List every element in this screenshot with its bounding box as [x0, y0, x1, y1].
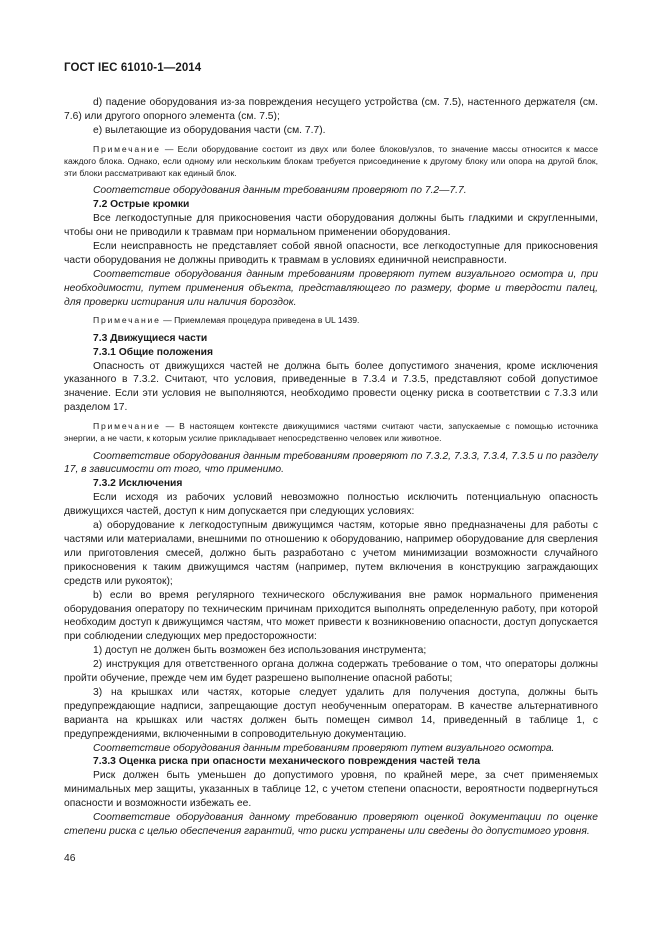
page-body — [64, 96, 598, 839]
section-heading: 7.3.1 Общие положения — [93, 346, 213, 358]
note — [64, 420, 598, 444]
compliance-statement: Соответствие оборудования данным требованиям проверяют путем визуального осмотра и, при необходимости, путем применения объекта, представляющего по размеру, форме и твердости палец, для проверки истирания или наличия бороздок. — [64, 268, 598, 308]
section-heading: 7.2 Острые кромки — [93, 199, 190, 211]
page-number: 46 — [64, 853, 76, 864]
compliance-statement: Соответствие оборудования данному требованию проверяют оценкой документации по оценке степени риска с целью обеспечения гарантий, что риски устранены или сведены до допустимого уровня. — [64, 812, 598, 837]
document-header: ГОСТ IEC 61010-1—2014 — [64, 62, 202, 74]
paragraph: a) оборудование к легкодоступным движущимся частям, которые явно предназначены для работы с частями или материалами, внешними по отношению к оборудованию, например оборудование для сверления или приготовления смесей, должно быть разработано с учетом минимизации возможности случайного прикосновения к таким движущимся частям (например, путем включения в конструкцию заграждающих средств или рукояток); — [64, 520, 598, 587]
section-heading: 7.3.2 Исключения — [93, 478, 183, 490]
note — [64, 143, 598, 180]
note-label: Примечание — [93, 315, 161, 326]
compliance-statement: Соответствие оборудования данным требованиям проверяют по 7.2—7.7. — [93, 185, 467, 197]
paragraph: e) вылетающие из оборудования части (см. 7.7). — [93, 124, 326, 136]
compliance-statement: Соответствие оборудования данным требованиям проверяют по 7.3.2, 7.3.3, 7.3.4, 7.3.5 и по разделу 17, в зависимости от того, что применимо. — [64, 450, 598, 476]
note-text: — Приемлемая процедура приведена в UL 1439. — [163, 315, 360, 326]
paragraph: Опасность от движущихся частей не должна быть более допустимого значения, кроме исключения указанного в 7.3.2. Считают, что условия, приведенные в 7.3.4 и 7.3.5, представляют собой допустимое значение. Если эти условия не выполняются, необходимо провести оценку риска в соответствии с 7.3.3 или разделом 17. — [64, 360, 598, 414]
compliance-statement: Соответствие оборудования данным требованиям проверяют путем визуального осмотра. — [93, 742, 555, 754]
paragraph: Риск должен быть уменьшен до допустимого уровня, по крайней мере, за счет применяемых минимальных мер защиты, указанных в таблице 12, с учетом степени опасности, вероятности подвергнуться опасности и возможности избежать ее. — [64, 770, 598, 810]
paragraph: Если исходя из рабочих условий невозможно полностью исключить потенциальную опасность движущихся частей, доступ к ним допускается при следующих условиях: — [64, 492, 598, 518]
note-label: Примечание — [93, 143, 161, 154]
paragraph: 2) инструкция для ответственного органа должна содержать требование о том, что операторы должны пройти обучение, прежде чем им будет разрешено выполнение опасной работы; — [64, 659, 598, 685]
note-text: — Если оборудование состоит из двух или более блоков/узлов, то значение массы относится к массе каждого блока. Однако, если одному или нескольким блокам требуется присоединение к другому блоку или опора на другой блок, эти блоки рассматривают как единый блок. — [64, 143, 598, 179]
note — [64, 314, 598, 326]
note-text: — В настоящем контексте движущимися частями считают части, запускаемые с помощью источника энергии, а не части, к которым усилие прикладывает непосредственно человек или животное. — [64, 421, 599, 444]
paragraph: d) падение оборудования из-за повреждения несущего устройства (см. 7.5), настенного держателя (см. 7.6) или другого опорного элемента (см. 7.5); — [64, 97, 598, 122]
paragraph: 3) на крышках или частях, которые следует удалить для получения доступа, должны быть предупреждающие надписи, запрещающие доступ необученным операторам. В качестве альтернативного варианта на крышках или частях должен быть помещен символ 14, приведенный в таблице 1, с предупреждениями, включенными в сопроводительную документацию. — [64, 686, 598, 740]
paragraph: Все легкодоступные для прикосновения части оборудования должны быть гладкими и скругленными, чтобы они не приводили к травмам при нормальном применении оборудования. — [64, 213, 598, 239]
paragraph: Если неисправность не представляет собой явной опасности, все легкодоступные для прикосновения части оборудования не должны приводить к травмам в условиях единичной неисправности. — [64, 240, 598, 266]
section-heading: 7.3.3 Оценка риска при опасности механического повреждения частей тела — [93, 756, 481, 768]
section-heading: 7.3 Движущиеся части — [93, 332, 208, 344]
paragraph: b) если во время регулярного технического обслуживания вне рамок нормального применения оборудования оператору по техническим причинам приходится выполнять определенную работу, при которой необходим доступ к движущимся частям, что может привести к возникновению опасности, доступ допускается при соблюдении следующих мер предосторожности: — [64, 589, 598, 643]
note-label: Примечание — [93, 421, 161, 432]
paragraph: 1) доступ не должен быть возможен без использования инструмента; — [93, 645, 427, 657]
